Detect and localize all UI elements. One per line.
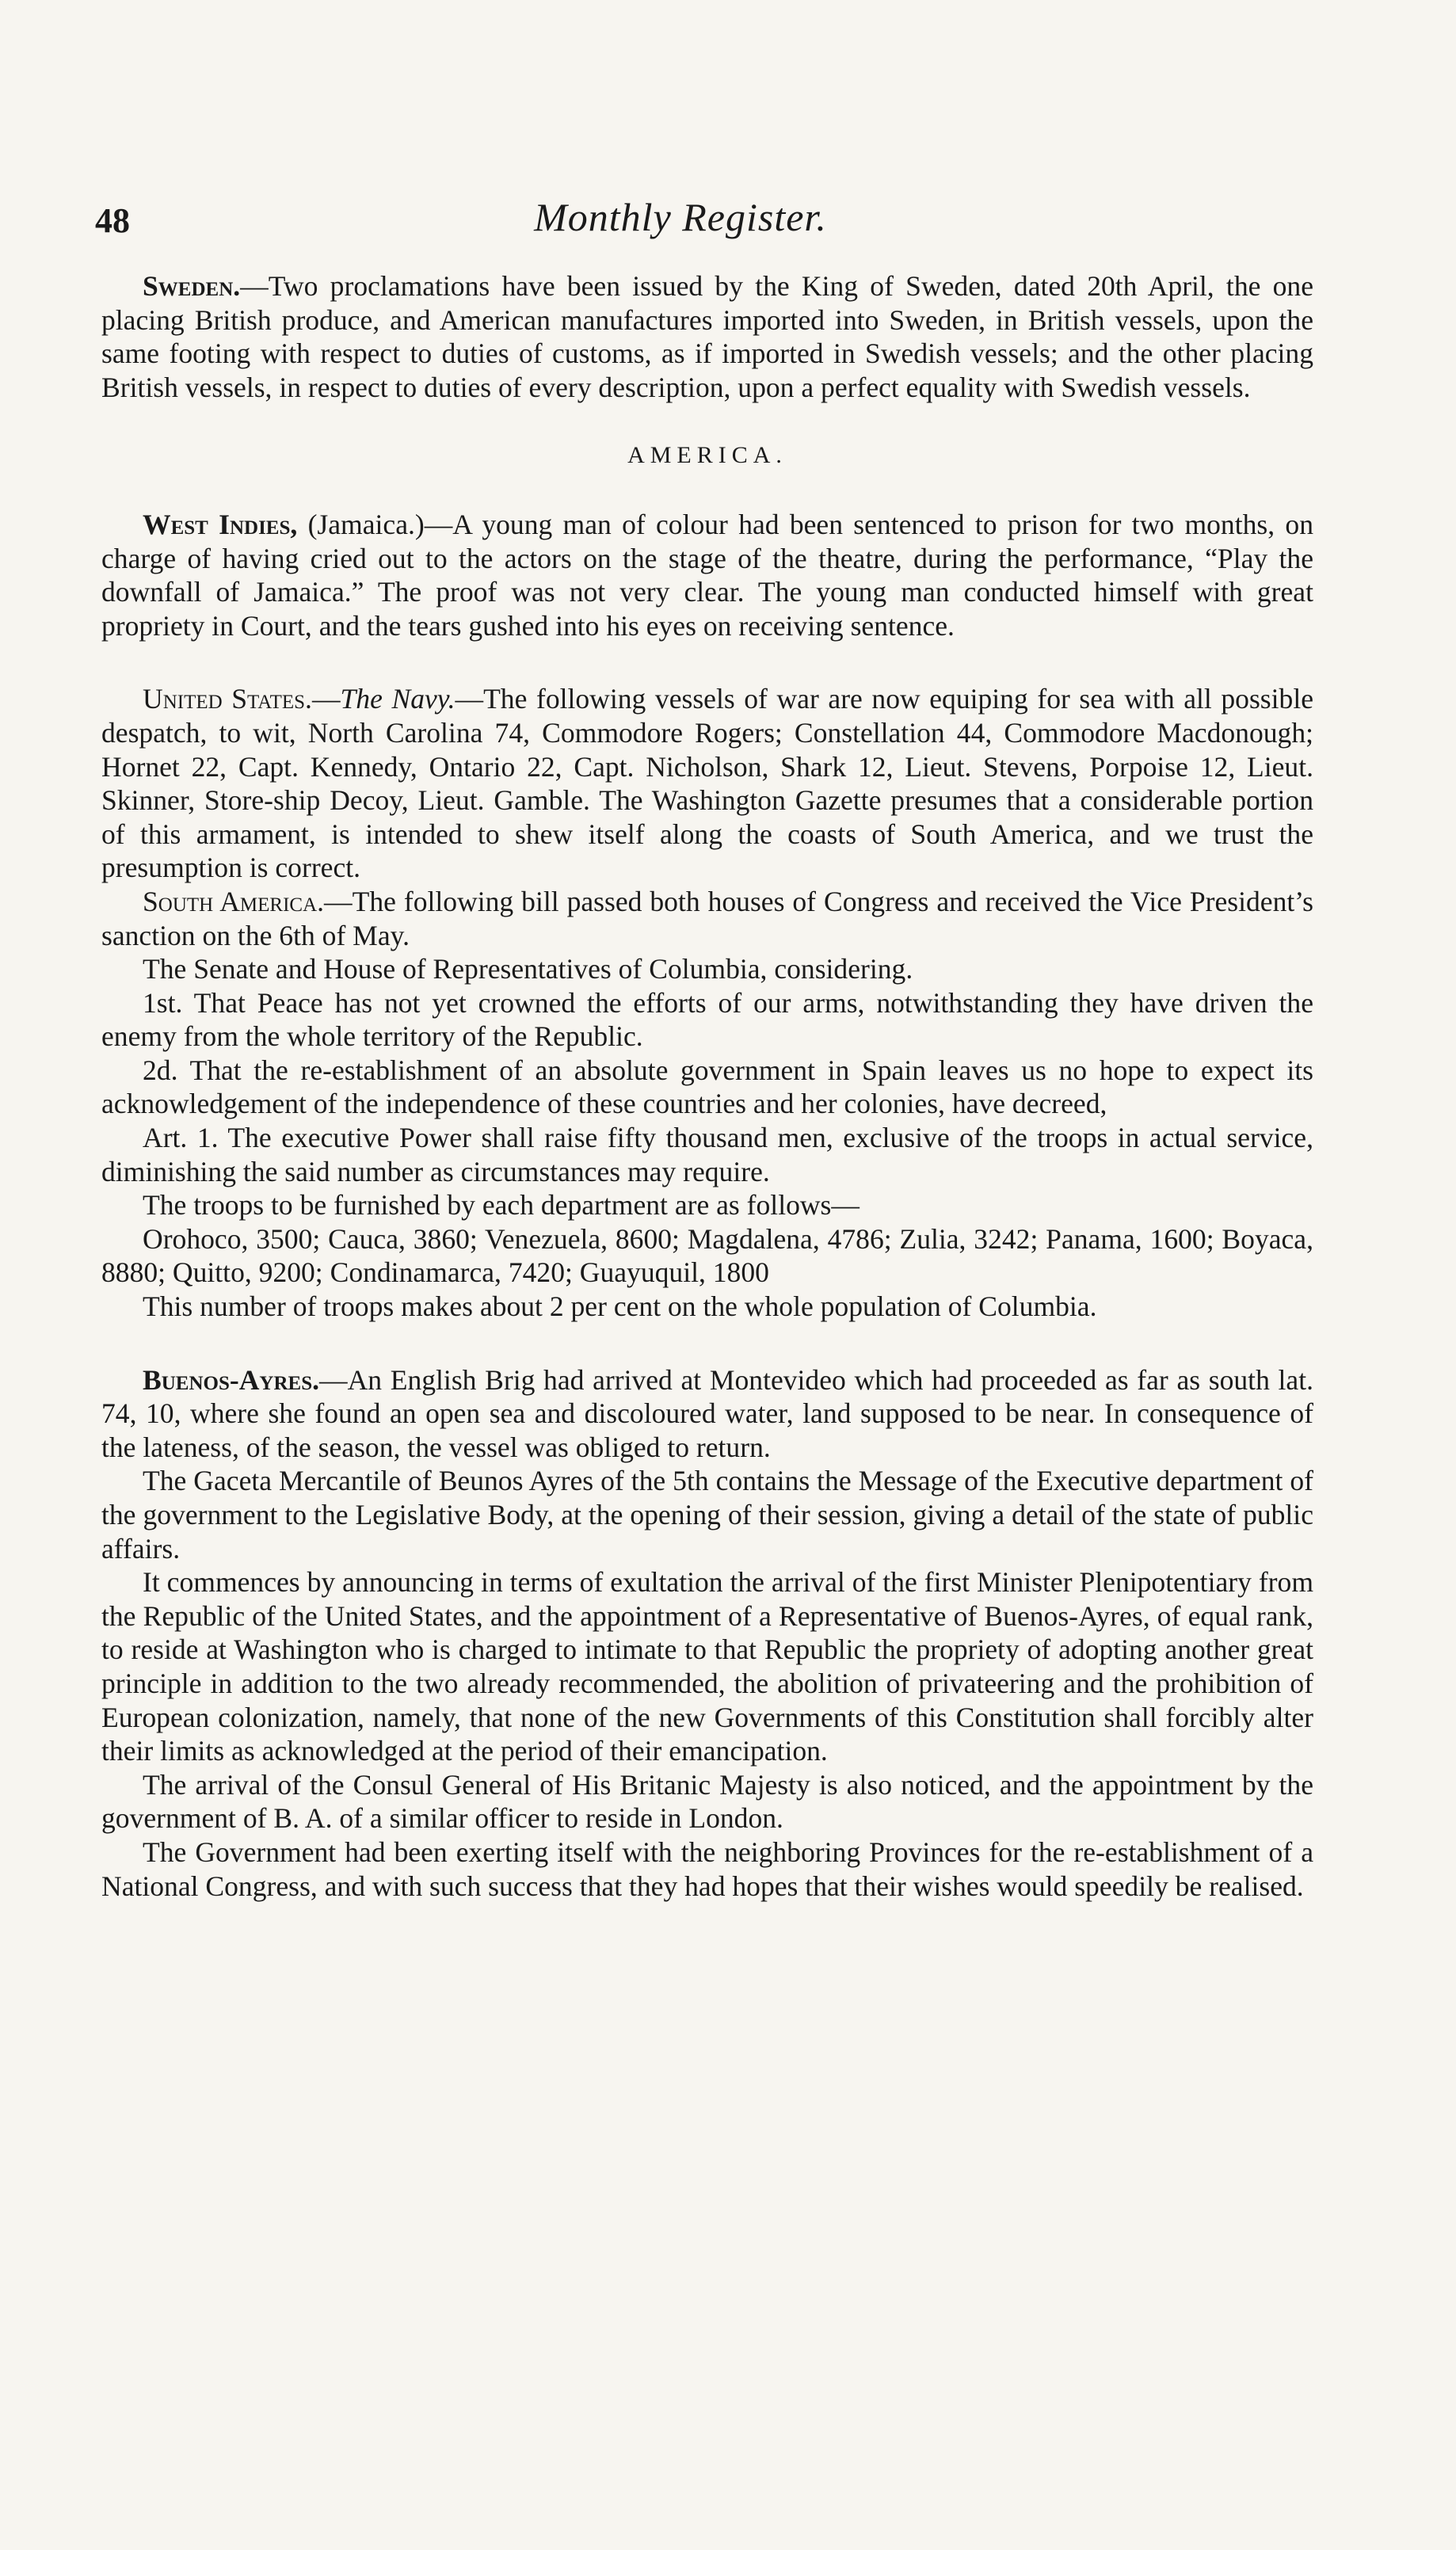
sweden-heading: Sweden. <box>143 270 241 302</box>
south-america-paragraph: Art. 1. The executive Power shall raise fifty thousand men, exclusive of the troops in actual service, diminishing the said number as circumstances may require. <box>101 1122 1313 1187</box>
article-body <box>101 269 1313 1903</box>
navy-subheading: The Navy. <box>340 683 455 715</box>
south-america-intro-text: —The following bill passed both houses of Congress and received the Vice President’s sanction on the 6th of May. <box>101 885 1313 951</box>
buenos-ayres-paragraph: The arrival of the Consul General of His Britanic Majesty is also noticed, and the appointment by the government of B. A. of a similar officer to reside in London. <box>101 1768 1313 1835</box>
page-number: 48 <box>95 201 130 240</box>
page-header <box>95 194 1266 250</box>
buenos-ayres-paragraph: The Gaceta Mercantile of Beunos Ayres of the 5th contains the Message of the Executive department of the government to the Legislative Body, at the opening of their session, giving a detail of the state of public affairs. <box>101 1465 1313 1565</box>
sweden-paragraph <box>101 269 1313 404</box>
south-america-paragraph: 1st. That Peace has not yet crowned the efforts of our arms, notwithstanding they have driven the enemy from the whole territory of the Republic. <box>101 986 1313 1053</box>
sweden-text: —Two proclamations have been issued by the King of Sweden, dated 20th April, the one placing British produce, and American manufactures imported into Sweden, in British vessels, upon the same footing with respect to duties of customs, as if imported in Swedish vessels; and the other placing British vessels, in respect to duties of every description, upon a perfect equality with Swedish vessels. <box>101 270 1313 403</box>
south-america-paragraph: The troops to be furnished by each department are as follows— <box>143 1189 859 1222</box>
buenos-ayres-intro-text: —An English Brig had arrived at Montevideo which had proceeded as far as south lat. 74, 10, where she found an open sea and discoloured water, land supposed to be near. In consequence of the lateness, of the season, the vessel was obliged to return. <box>101 1363 1313 1463</box>
buenos-ayres-intro <box>101 1363 1313 1465</box>
west-indies-text: (Jamaica.)—A young man of colour had been sentenced to prison for two months, on charge of having cried out to the actors on the stage of the theatre, during the performance, “Play the downfall of Jamaica.” The proof was not very clear. The young man conducted himself with great propriety in Court, and the tears gushed into his eyes on receiving sentence. <box>101 508 1313 642</box>
running-title: Monthly Register. <box>534 195 827 239</box>
south-america-paragraph: Orohoco, 3500; Cauca, 3860; Venezuela, 8600; Magdalena, 4786; Zulia, 3242; Panama, 1600; Boyaca, 8880; Quitto, 9200; Condinamarca, 7420; Guayuquil, 1800 <box>101 1222 1313 1289</box>
south-america-heading: South America. <box>143 885 325 917</box>
south-america-paragraph: The Senate and House of Representatives of Columbia, considering. <box>143 953 913 985</box>
south-america-intro <box>101 885 1313 952</box>
south-america-paragraph: This number of troops makes about 2 per cent on the whole population of Columbia. <box>143 1290 1097 1323</box>
buenos-ayres-paragraph: It commences by announcing in terms of exultation the arrival of the first Minister Plenipotentiary from the Republic of the United States, and the appointment of a Representative of Buenos-Ayres, of equal rank, to reside at Washington who is charged to intimate to that Republic the propriety of adopting another great principle in addition to the two already recommended, the abolition of privateering and the prohibition of European colonization, namely, that none of the new Governments of this Constitution shall forcibly alter their limits as acknowledged at the period of their emancipation. <box>101 1566 1313 1767</box>
buenos-ayres-paragraph: The Government had been exerting itself with the neighboring Provinces for the re-establishment of a National Congress, and with such success that they had hopes that their wishes would speedily be realised. <box>101 1835 1313 1902</box>
south-america-paragraph: 2d. That the re-establishment of an absolute government in Spain leaves us no hope to expect its acknowledgement of the independence of these countries and her colonies, have decreed, <box>101 1054 1313 1120</box>
west-indies-heading: West Indies, <box>143 508 298 540</box>
united-states-paragraph: United States.—The Navy.—The following vessels of war are now equiping for sea with all possible despatch, to wit, North Carolina 74, Commodore Rogers; Constellation 44, Commodore Macdonough; Hornet 22, Capt. Kennedy, Ontario 22, Capt. Nicholson, Shark 12, Lieut. Stevens, Porpoise 12, Lieut. Skinner, Store-ship Decoy, Lieut. Gamble. The Washington Gazette presumes that a considerable portion of this armament, is intended to shew itself along the coasts of South America, and we trust the presumption is correct. <box>101 683 1314 884</box>
section-title: AMERICA. <box>627 442 787 469</box>
buenos-ayres-heading: Buenos-Ayres. <box>143 1363 319 1396</box>
west-indies-paragraph <box>101 508 1313 642</box>
united-states-text: —The following vessels of war are now equiping for sea with all possible despatch, to wit, North Carolina 74, Commodore Rogers; Constellation 44, Commodore Macdonough; Hornet 22, Capt. Kennedy, Ontario 22, Capt. Nicholson, Shark 12, Lieut. Stevens, Porpoise 12, Lieut. Skinner, Store-ship Decoy, Lieut. Gamble. The Washington Gazette presumes that a considerable portion of this armament, is intended to shew itself along the coasts of South America, and we trust the presumption is correct. <box>101 683 1314 884</box>
united-states-heading: United States. <box>143 683 312 715</box>
